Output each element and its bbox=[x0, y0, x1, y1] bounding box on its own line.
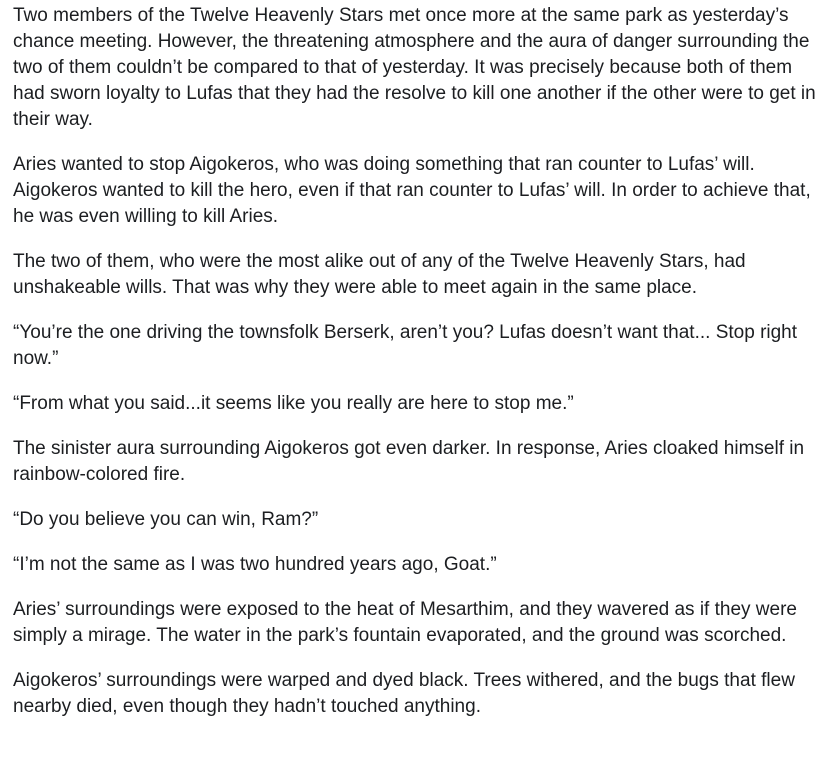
paragraph-6: The sinister aura surrounding Aigokeros got even darker. In response, Aries cloaked himself in rainbow-colored fire. bbox=[13, 438, 805, 485]
paragraph-3: The two of them, who were the most alike out of any of the Twelve Heavenly Stars, had unshakeable wills. That was why they were able to meet again in the same place. bbox=[13, 251, 746, 298]
paragraph-10: Aigokeros’ surroundings were warped and dyed black. Trees withered, and the bugs that flew nearby died, even though they hadn’t touched anything. bbox=[13, 670, 795, 717]
paragraph-8: “I’m not the same as I was two hundred years ago, Goat.” bbox=[13, 554, 497, 575]
paragraph-5: “From what you said...it seems like you really are here to stop me.” bbox=[13, 393, 574, 414]
paragraph-9: Aries’ surroundings were exposed to the heat of Mesarthim, and they wavered as if they were simply a mirage. The water in the park’s fountain evaporated, and the ground was scorched. bbox=[13, 599, 797, 646]
paragraph-4: “You’re the one driving the townsfolk Berserk, aren’t you? Lufas doesn’t want that... Stop right now.” bbox=[13, 322, 798, 369]
paragraph-7: “Do you believe you can win, Ram?” bbox=[13, 509, 319, 530]
paragraph-1: Two members of the Twelve Heavenly Stars met once more at the same park as yesterday’s chance meeting. However, the threatening atmosphere and the aura of danger surrounding the two of them couldn’t be compared to that of yesterday. It was precisely because both of them had sworn loyalty to Lufas that they had the resolve to kill one another if the other were to get in their way. bbox=[13, 5, 816, 130]
paragraph-2: Aries wanted to stop Aigokeros, who was doing something that ran counter to Lufas’ will. Aigokeros wanted to kill the hero, even if that ran counter to Lufas’ will. In order to achieve that, he was even willing to kill Aries. bbox=[13, 154, 811, 227]
